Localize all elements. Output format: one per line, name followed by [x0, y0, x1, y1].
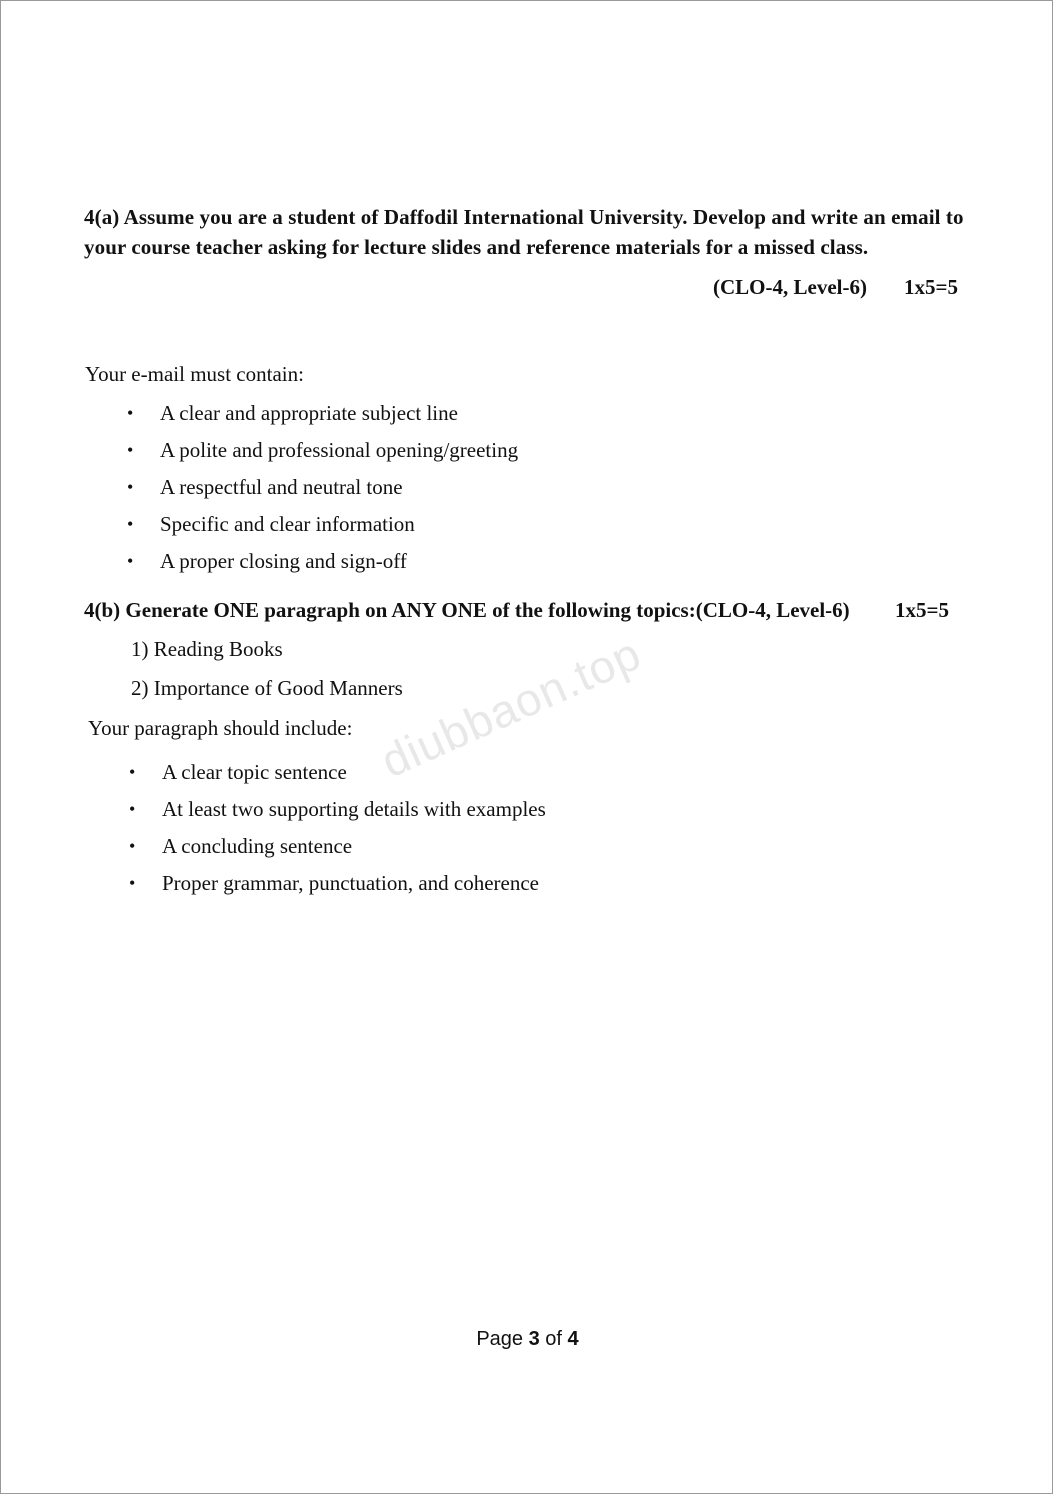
question-4a-marks: 1x5=5 [904, 275, 958, 299]
bullet-icon: • [129, 762, 136, 782]
bullet-icon: • [129, 799, 136, 819]
question-4a-line1: 4(a) Assume you are a student of Daffodil International University. Develop and write an email to [84, 205, 964, 229]
bullet-icon: • [129, 836, 136, 856]
bullet-icon: • [127, 440, 134, 460]
topic-2: 2) Importance of Good Manners [131, 676, 403, 700]
page-label: Page [476, 1328, 524, 1350]
bullet-icon: • [127, 403, 134, 423]
question-4a-line2: your course teacher asking for lecture slides and reference materials for a missed class. [84, 235, 869, 259]
of-label: of [545, 1328, 562, 1350]
exam-page: 4(a) Assume you are a student of Daffodil International University. Develop and write an email to your course teacher asking for lecture slides and reference materials for a missed class. (CLO-4, Level-6) 1x5=5 Your e-mail must contain: • A clear and appropriate subject line • A polite and professional opening/greeting • A respectful and neutral tone • Specific and clear information • A proper closing and sign-off 4(b) Generate ONE paragraph on ANY ONE of the following topics:(CLO-4, Level-6) 1x5=5 1) Reading Books 2) Importance of Good Manners Your paragraph should include: • A clear topic sentence • At least two supporting details with examples • A concluding sentence • Proper grammar, punctuation, and coherence diubbaon.top Page 3 of 4 [0, 0, 1053, 1494]
total-pages-number: 4 [567, 1328, 579, 1350]
bullet-icon: • [129, 873, 136, 893]
question-4b-marks: 1x5=5 [895, 598, 949, 622]
page-footer [1, 1328, 1053, 1351]
paragraph-requirements-intro: Your paragraph should include: [88, 716, 353, 740]
question-4b: 4(b) Generate ONE paragraph on ANY ONE of the following topics:(CLO-4, Level-6) [84, 598, 850, 622]
bullet-icon: • [127, 551, 134, 571]
question-4a-clo: (CLO-4, Level-6) [713, 275, 867, 299]
bullet-icon: • [127, 477, 134, 497]
email-requirements-intro: Your e-mail must contain: [85, 362, 304, 386]
bullet-icon: • [127, 514, 134, 534]
watermark: diubbaon.top [373, 626, 649, 788]
topic-1: 1) Reading Books [131, 637, 283, 661]
current-page-number: 3 [528, 1328, 540, 1350]
